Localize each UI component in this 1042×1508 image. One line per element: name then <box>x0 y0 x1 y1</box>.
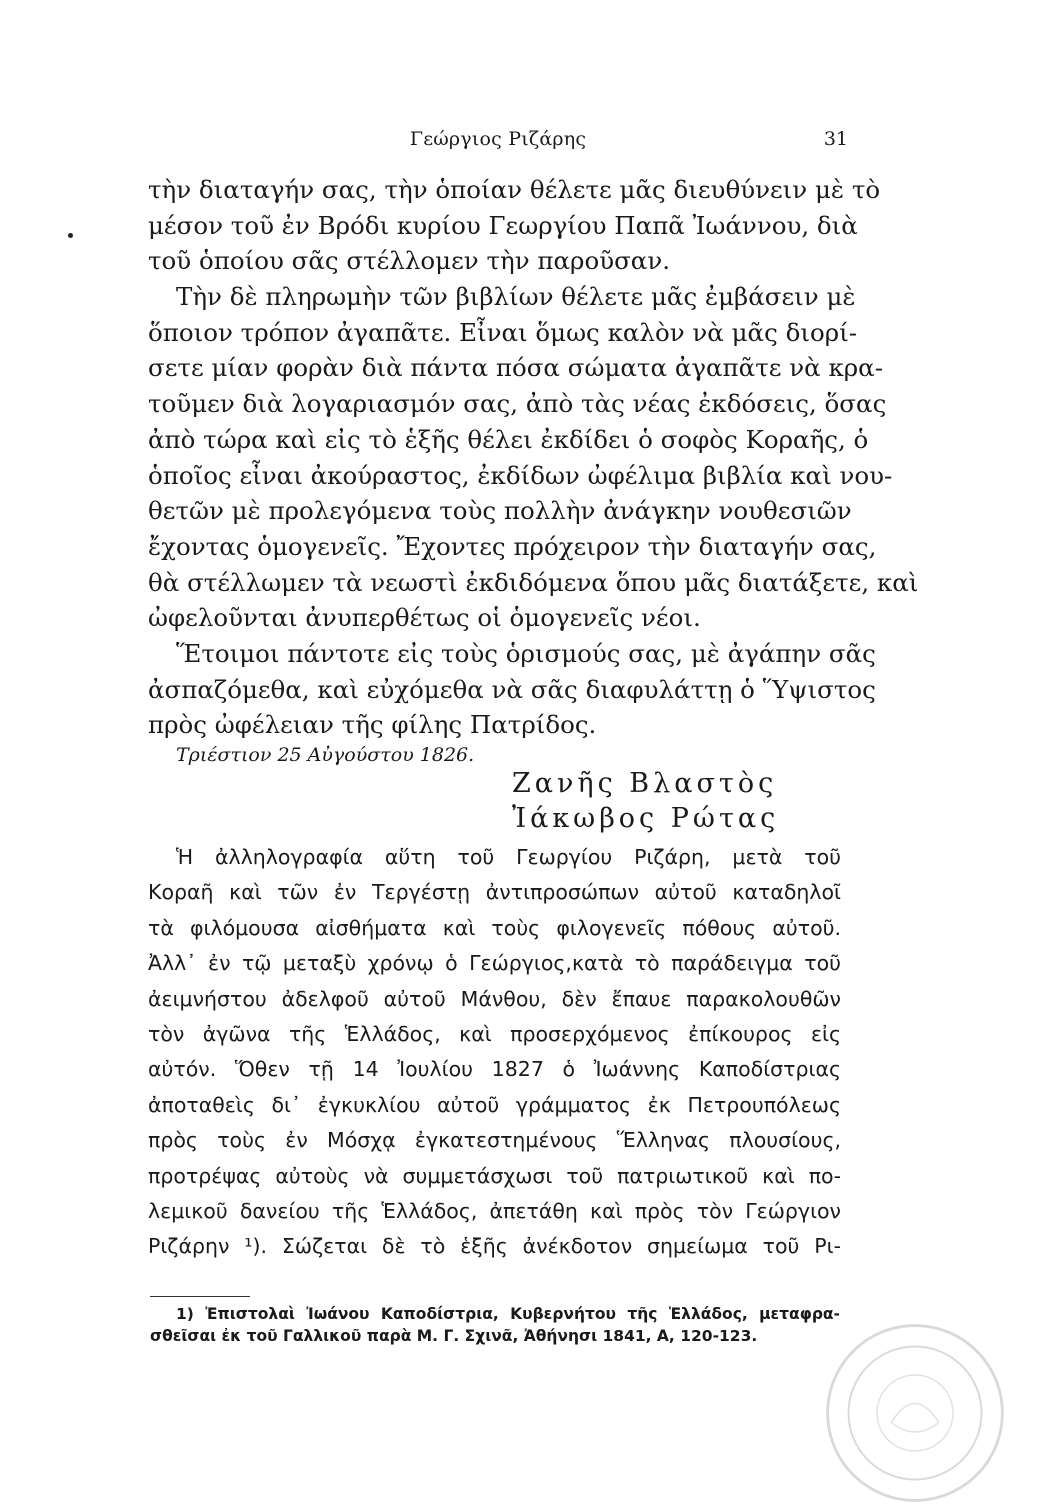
footnote-rule <box>150 1296 250 1297</box>
text-line: θὰ στέλλωμεν τὰ νεωστὶ ἐκδιδόμενα ὅπου μᾶς διατάξετε, καὶ <box>148 567 919 597</box>
text-line: σετε μίαν φορὰν διὰ πάντα πόσα σώματα ἀγαπᾶτε νὰ κρα- <box>148 353 883 383</box>
letter-text <box>148 172 919 743</box>
text-line: ὅποιον τρόπον ἀγαπᾶτε. Εἶναι ὅμως καλὸν νὰ μᾶς διορί- <box>148 317 857 347</box>
text-line: τοῦ ὁποίου σᾶς στέλλομεν τὴν παροῦσαν. <box>148 246 671 276</box>
text-line: ἀσπαζόμεθα, καὶ εὐχόμεθα νὰ σᾶς διαφυλάττῃ ὁ Ὕψιστος <box>148 674 876 704</box>
dateline: Τριέστιον 25 Αὐγούστου 1826. <box>176 744 475 766</box>
text-line: θετῶν μὲ προλεγόμενα τοὺς πολλὴν ἀνάγκην νουθεσιῶν <box>148 496 852 526</box>
text-line: πρὸς τοὺς ἐν Μόσχᾳ ἐγκατεστημένους Ἕλληνας πλουσίους, <box>148 1128 841 1153</box>
text-line: τὴν διαταγήν σας, τὴν ὁποίαν θέλετε μᾶς διευθύνειν μὲ τὸ <box>148 175 881 204</box>
text-line: πρὸς ὠφέλειαν τῆς φίλης Πατρίδος. <box>148 710 597 740</box>
text-line: λεμικοῦ δανείου τῆς Ἑλλάδος, ἀπετάθη καὶ πρὸς τὸν Γεώργιον <box>148 1198 841 1223</box>
text-line: Κοραῆ καὶ τῶν ἐν Τεργέστῃ ἀντιπροσώπων αὐτοῦ καταδηλοῖ <box>148 880 841 905</box>
page-header <box>148 128 848 158</box>
text-line: ἀποταθεὶς δι᾽ ἐγκυκλίου αὐτοῦ γράμματος ἐκ Πετρουπόλεως <box>148 1092 841 1117</box>
text-line: ὁποῖος εἶναι ἀκούραστος, ἐκδίδων ὠφέλιμα βιβλία καὶ νου- <box>148 460 893 490</box>
signature-vlastos: Ζανῆς Βλαστὸς <box>512 768 778 799</box>
text-line: τὸν ἀγῶνα τῆς Ἑλλάδος, καὶ προσερχόμενος ἐπίκουρος εἰς <box>148 1021 841 1046</box>
signature-rotas: Ἰάκωβος Ρώτας <box>512 803 780 834</box>
text-line: Ἕτοιμοι πάντοτε εἰς τοὺς ὁρισμούς σας, μὲ ἀγάπην σᾶς <box>176 638 876 668</box>
margin-mark <box>68 233 73 238</box>
library-seal-stamp <box>820 1318 1010 1508</box>
text-line: μέσον τοῦ ἐν Βρόδι κυρίου Γεωργίου Παπᾶ Ἰωάννου, διὰ <box>148 210 858 240</box>
text-line: αὐτόν. Ὅθεν τῇ 14 Ἰουλίου 1827 ὁ Ἰωάννης Καποδίστριας <box>148 1057 841 1082</box>
footnote-line: σθεῖσαι ἐκ τοῦ Γαλλικοῦ παρὰ Μ. Γ. Σχινᾶ, Ἀθήνησι 1841, Α, 120-123. <box>150 1327 758 1345</box>
text-line: τοῦμεν διὰ λογαριασμόν σας, ἀπὸ τὰς νέας ἐκδόσεις, ὅσας <box>148 389 887 419</box>
text-line: Ριζάρην ¹). Σώζεται δὲ τὸ ἑξῆς ἀνέκδοτον σημείωμα τοῦ Ρι- <box>148 1234 841 1259</box>
text-line: ἔχοντας ὁμογενεῖς. Ἔχοντες πρόχειρον τὴν διαταγήν σας, <box>148 531 877 561</box>
text-line: Ἀλλ᾽ ἐν τῷ μεταξὺ χρόνῳ ὁ Γεώργιος,κατὰ τὸ παράδειγμα τοῦ <box>148 951 841 976</box>
text-line: Ἡ ἀλληλογραφία αὕτη τοῦ Γεωργίου Ριζάρη, μετὰ τοῦ <box>176 845 841 869</box>
footnote-line: 1) Ἐπιστολαὶ Ἰωάνου Καποδίστρια, Κυβερνήτου τῆς Ἑλλάδος, μεταφρα- <box>176 1305 840 1323</box>
text-line: προτρέψας αὐτοὺς νὰ συμμετάσχωσι τοῦ πατριωτικοῦ καὶ πο- <box>148 1163 841 1188</box>
text-line: ἀπὸ τώρα καὶ εἰς τὸ ἑξῆς θέλει ἐκδίδει ὁ σοφὸς Κοραῆς, ὁ <box>148 424 869 454</box>
commentary-text <box>148 840 841 1265</box>
text-line: ἀειμνήστου ἀδελφοῦ αὐτοῦ Μάνθου, δὲν ἔπαυε παρακολουθῶν <box>148 986 841 1011</box>
text-line: τὰ φιλόμουσα αἰσθήματα καὶ τοὺς φιλογενεῖς πόθους αὐτοῦ. <box>148 915 841 940</box>
running-title: Γεώργιος Ριζάρης <box>409 128 587 150</box>
text-line: ὠφελοῦνται ἀνυπερθέτως οἱ ὁμογενεῖς νέοι. <box>148 603 701 633</box>
text-line: Τὴν δὲ πληρωμὴν τῶν βιβλίων θέλετε μᾶς ἐμβάσειν μὲ <box>176 282 856 312</box>
page-number: 31 <box>823 128 848 150</box>
footnote <box>150 1303 840 1347</box>
